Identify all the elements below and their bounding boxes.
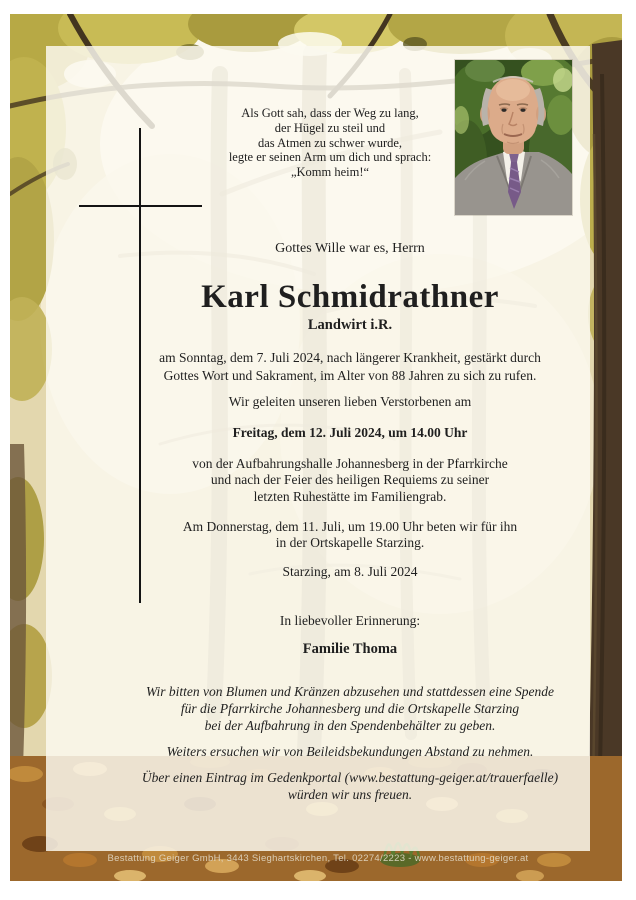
salutation-line: Gottes Wille war es, Herrn — [275, 241, 425, 256]
passing-paragraph — [110, 349, 590, 384]
funeral-datetime: Freitag, dem 12. Juli 2024, um 14.00 Uhr — [232, 425, 468, 440]
verse-line: das Atmen zu schwer wurde, — [257, 135, 403, 150]
route-line: letzten Ruhestätte im Familiengrab. — [253, 488, 447, 504]
prayer-line: in der Ortskapelle Starzing. — [275, 534, 425, 550]
memorial-portal-paragraph — [110, 770, 590, 804]
deceased-name: Karl Schmidrathner — [201, 279, 499, 315]
condolence-note: Weiters ersuchen wir von Beileidsbekundungen Abstand zu nehmen. — [166, 744, 534, 759]
prayer-line: Am Donnerstag, dem 11. Juli, um 19.00 Uhr beten wir für ihn — [182, 519, 518, 534]
route-line: und nach der Feier des heiligen Requiems zu seiner — [210, 472, 490, 488]
remembrance-label: In liebevoller Erinnerung: — [279, 613, 421, 628]
escort-line: Wir geleiten unseren lieben Verstorbenen am — [228, 394, 472, 409]
donation-line: für die Pfarrkirche Johannesberg und die Ortskapelle Starzing — [180, 700, 520, 716]
donation-line: Wir bitten von Blumen und Kränzen abzusehen und stattdessen eine Spende — [146, 684, 554, 699]
memorial-line: Über einen Eintrag im Gedenkportal (www.bestattung-geiger.at/trauerfaelle) — [141, 770, 559, 785]
donation-line: bei der Aufbahrung in den Spendenbehälter zu geben. — [204, 717, 496, 733]
deceased-profession: Landwirt i.R. — [307, 317, 393, 333]
route-line: von der Aufbahrungshalle Johannesberg in der Pfarrkirche — [192, 456, 508, 471]
verse-line: legte er seinen Arm um dich und sprach: — [228, 150, 432, 165]
prayer-paragraph — [110, 519, 590, 550]
opening-verse — [110, 106, 550, 180]
verse-line: Als Gott sah, dass der Weg zu lang, — [241, 106, 419, 120]
cross-horizontal-bar — [79, 205, 202, 207]
funeral-route-paragraph — [110, 456, 590, 505]
donation-request-paragraph — [110, 684, 590, 734]
place-and-date: Starzing, am 8. Juli 2024 — [282, 564, 418, 579]
funeral-home-footer: Bestattung Geiger GmbH, 3443 Sieghartskirchen, Tel. 02274/2223 - www.bestattung-geiger.at — [107, 853, 529, 864]
passing-line: Gottes Wort und Sakrament, im Alter von 88 Jahren zu sich zu rufen. — [163, 367, 537, 383]
family-name: Familie Thoma — [302, 641, 398, 657]
verse-line: der Hügel zu steil und — [274, 120, 386, 135]
verse-line: „Komm heim!“ — [290, 165, 370, 180]
passing-line: am Sonntag, dem 7. Juli 2024, nach längerer Krankheit, gestärkt durch — [159, 350, 541, 365]
memorial-line: würden wir uns freuen. — [287, 786, 413, 802]
